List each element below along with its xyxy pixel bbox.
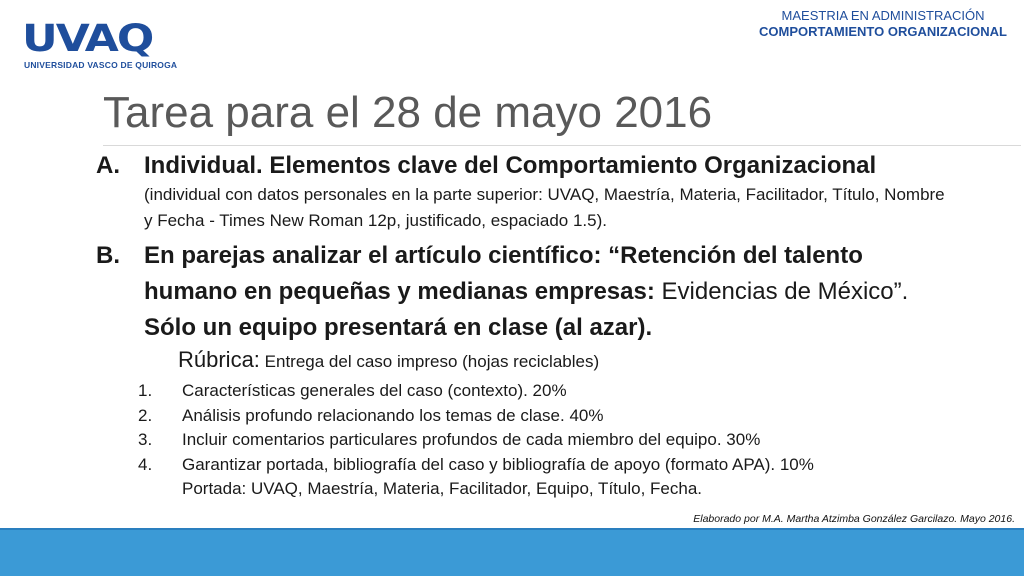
list-text-extra: Portada: UVAQ, Maestría, Materia, Facilitador, Equipo, Título, Fecha. — [182, 479, 702, 498]
item-b-part1: En parejas analizar el artículo científico: “Retención del talento humano en pequeñas y medianas empresas: — [144, 242, 863, 305]
item-a-label: A. — [96, 152, 120, 179]
item-b-part2: Evidencias de México”. — [654, 278, 909, 305]
list-item — [96, 404, 946, 429]
list-item — [96, 379, 946, 404]
item-b — [96, 238, 946, 346]
logo-subtitle: UNIVERSIDAD VASCO DE QUIROGA — [24, 60, 178, 70]
item-b-label: B. — [96, 242, 120, 269]
item-b-part3: Sólo un equipo presentará en clase (al azar). — [144, 314, 653, 341]
footer-bar — [0, 530, 1024, 576]
author-credit: Elaborado por M.A. Martha Atzimba González Garcilazo. Mayo 2016. — [693, 513, 1015, 525]
slide-content — [96, 150, 946, 502]
program-name: MAESTRIA EN ADMINISTRACIÓN — [781, 8, 985, 23]
logo-wordmark: UVAQ — [22, 16, 153, 61]
course-header — [759, 8, 1007, 40]
list-number: 3. — [138, 430, 153, 449]
list-number: 4. — [138, 454, 153, 474]
rubric-text: Entrega del caso impreso (hojas reciclables) — [259, 352, 600, 371]
course-name: COMPORTAMIENTO ORGANIZACIONAL — [759, 24, 1007, 39]
list-number: 1. — [138, 381, 153, 400]
list-number: 2. — [138, 405, 153, 425]
list-text: Análisis profundo relacionando los temas de clase. 40% — [182, 405, 604, 425]
list-text: Características generales del caso (contexto). 20% — [182, 381, 567, 400]
item-a-heading: Individual. Elementos clave del Comportamiento Organizacional — [144, 152, 877, 179]
list-text: Incluir comentarios particulares profundos de cada miembro del equipo. 30% — [182, 430, 761, 449]
rubric-line — [96, 346, 946, 377]
list-text: Garantizar portada, bibliografía del caso y bibliografía de apoyo (formato APA). 10% — [182, 454, 814, 474]
item-a-note: (individual con datos personales en la parte superior: UVAQ, Maestría, Materia, Facilitador, Título, Nombre y Fecha - Times New Roman 12p, justificado, espaciado 1.5). — [144, 185, 945, 230]
item-a — [96, 150, 946, 234]
uvaq-logo — [22, 16, 188, 70]
list-item — [96, 453, 946, 502]
list-item — [96, 428, 946, 453]
rubric-list — [96, 379, 946, 502]
slide-title: Tarea para el 28 de mayo 2016 — [103, 88, 713, 137]
title-divider — [103, 145, 1021, 146]
rubric-label: Rúbrica: — [178, 347, 260, 372]
